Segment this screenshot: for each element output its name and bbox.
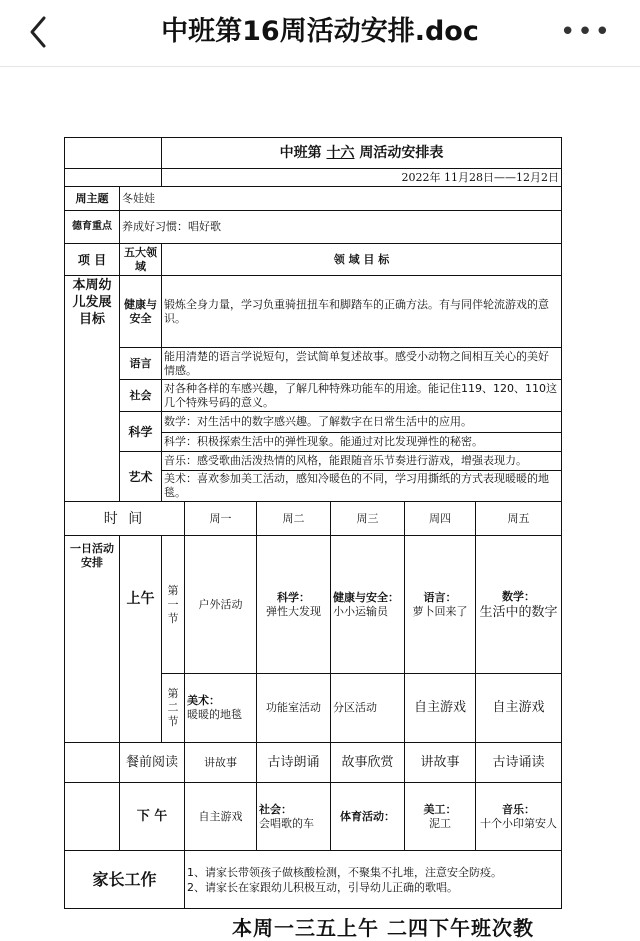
goal-domain: 社会 — [120, 380, 162, 412]
activity-text: 暖暖的地毯 — [187, 708, 242, 721]
time-label: 时 间 — [65, 502, 185, 536]
activity-title: 音乐： — [502, 802, 535, 816]
date-blank-cell — [65, 169, 162, 187]
activity-cell — [405, 783, 476, 851]
date-range: 2022年 11月28日——12月2日 — [162, 169, 562, 187]
more-dots-icon[interactable]: ••• — [559, 17, 612, 47]
activity-text: 会唱歌的车 — [259, 816, 314, 830]
premeal-label: 餐前阅读 — [120, 743, 185, 783]
goal-domain: 艺术 — [120, 452, 162, 502]
day-header: 周五 — [476, 502, 562, 536]
top-bar — [0, 0, 640, 67]
activity-text: 十个小印第安人 — [480, 816, 557, 830]
title-prefix: 中班第 — [279, 145, 322, 161]
blank-cell — [65, 783, 120, 851]
activity-cell — [185, 783, 257, 851]
moral-label: 德育重点 — [65, 211, 120, 244]
col-item: 项 目 — [65, 244, 120, 276]
activity-text: 分区活动 — [333, 701, 377, 714]
theme-label: 周主题 — [65, 187, 120, 211]
parent-label: 家长工作 — [65, 851, 185, 909]
activity-cell — [257, 536, 331, 674]
premeal-cell: 讲故事 — [185, 743, 257, 783]
premeal-cell: 讲故事 — [405, 743, 476, 783]
activity-cell — [476, 783, 562, 851]
activity-text: 自主游戏 — [198, 809, 243, 823]
title-blank-cell — [65, 138, 162, 169]
activity-title: 健康与安全： — [333, 590, 399, 604]
goal-text: 数学：对生活中的数字感兴趣。了解数字在日常生活中的应用。 — [162, 412, 562, 433]
parent-item: 2、请家长在家跟幼儿积极互动，引导幼儿正确的歌唱。 — [187, 880, 458, 894]
activity-text: 萝卜回来了 — [412, 604, 468, 618]
activity-cell — [257, 674, 331, 743]
activity-text: 弹性大发现 — [266, 604, 321, 618]
title-week: 十六 — [326, 145, 355, 161]
goal-domain: 语言 — [120, 348, 162, 380]
goal-text: 锻炼全身力量，学习负重骑扭扭车和脚踏车的正确方法。有与同伴轮流游戏的意识。 — [162, 276, 562, 348]
goal-text: 音乐：感受歌曲活泼热情的风格，能跟随音乐节奏进行游戏，增强表现力。 — [162, 452, 562, 471]
goals-label: 本周幼儿发展目标 — [65, 276, 120, 502]
activity-cell — [185, 536, 257, 674]
activity-cell — [331, 783, 405, 851]
activity-title: 美术： — [187, 694, 220, 707]
activity-text: 小小运输员 — [333, 604, 388, 618]
activity-cell — [185, 674, 257, 743]
activity-cell — [331, 536, 405, 674]
parent-items — [185, 851, 562, 909]
blank-cell — [65, 743, 120, 783]
goal-text: 对各种各样的车感兴趣，了解几种特殊功能车的用途。能记住119、120、110这几个特殊号码的意义。 — [162, 380, 562, 412]
day-header: 周二 — [257, 502, 331, 536]
activity-cell — [476, 536, 562, 674]
title-suffix: 周活动安排表 — [359, 145, 444, 161]
premeal-cell: 古诗朗诵 — [257, 743, 331, 783]
activity-cell — [257, 783, 331, 851]
session-label: 第二节 — [162, 674, 185, 743]
daily-label: 一日活动安排 — [65, 536, 120, 743]
document-page — [64, 137, 561, 909]
activity-cell — [405, 674, 476, 743]
session-label: 第一节 — [162, 536, 185, 674]
activity-cell — [476, 674, 562, 743]
theme-value: 冬娃娃 — [120, 187, 562, 211]
goal-text: 能用清楚的语言学说短句，尝试简单复述故事。感受小动物之间相互关心的美好情感。 — [162, 348, 562, 380]
col-goals: 领 域 目 标 — [162, 244, 562, 276]
afternoon-label: 下 午 — [120, 783, 185, 851]
goal-domain: 科学 — [120, 412, 162, 452]
activity-title: 语言： — [423, 590, 457, 604]
parent-item: 1、请家长带领孩子做核酸检测，不聚集不扎堆，注意安全防疫。 — [187, 865, 502, 879]
activity-title: 数学： — [502, 589, 535, 603]
activity-text: 生活中的数字 — [479, 604, 558, 620]
day-header: 周一 — [185, 502, 257, 536]
goal-text: 科学：积极探索生活中的弹性现象。能通过对比发现弹性的秘密。 — [162, 433, 562, 452]
table-title — [162, 138, 562, 169]
premeal-cell: 古诗诵读 — [476, 743, 562, 783]
day-header: 周四 — [405, 502, 476, 536]
activity-title: 体育活动： — [340, 809, 395, 823]
activity-cell — [405, 536, 476, 674]
premeal-cell: 故事欣赏 — [331, 743, 405, 783]
activity-title: 美工： — [423, 802, 457, 816]
goal-domain: 健康与安全 — [120, 276, 162, 348]
col-domains: 五大领域 — [120, 244, 162, 276]
activity-text: 自主游戏 — [492, 700, 545, 715]
goal-text: 美术：喜欢参加美工活动，感知冷暖色的不同，学习用撕纸的方式表现暖暖的地毯。 — [162, 471, 562, 502]
activity-title: 社会： — [259, 802, 292, 816]
activity-title: 科学： — [277, 590, 310, 604]
activity-text: 泥工 — [429, 816, 451, 830]
moral-value: 养成好习惯：唱好歌 — [120, 211, 562, 244]
day-header: 周三 — [331, 502, 405, 536]
activity-text: 功能室活动 — [266, 701, 321, 714]
document-title: 中班第16周活动安排.doc — [161, 16, 479, 47]
footer-note: 本周一三五上午 二四下午班次教 — [232, 916, 534, 940]
schedule-table — [64, 137, 562, 909]
activity-text: 自主游戏 — [413, 700, 466, 715]
activity-cell — [331, 674, 405, 743]
activity-text: 户外活动 — [198, 597, 243, 611]
morning-label: 上午 — [120, 536, 162, 743]
